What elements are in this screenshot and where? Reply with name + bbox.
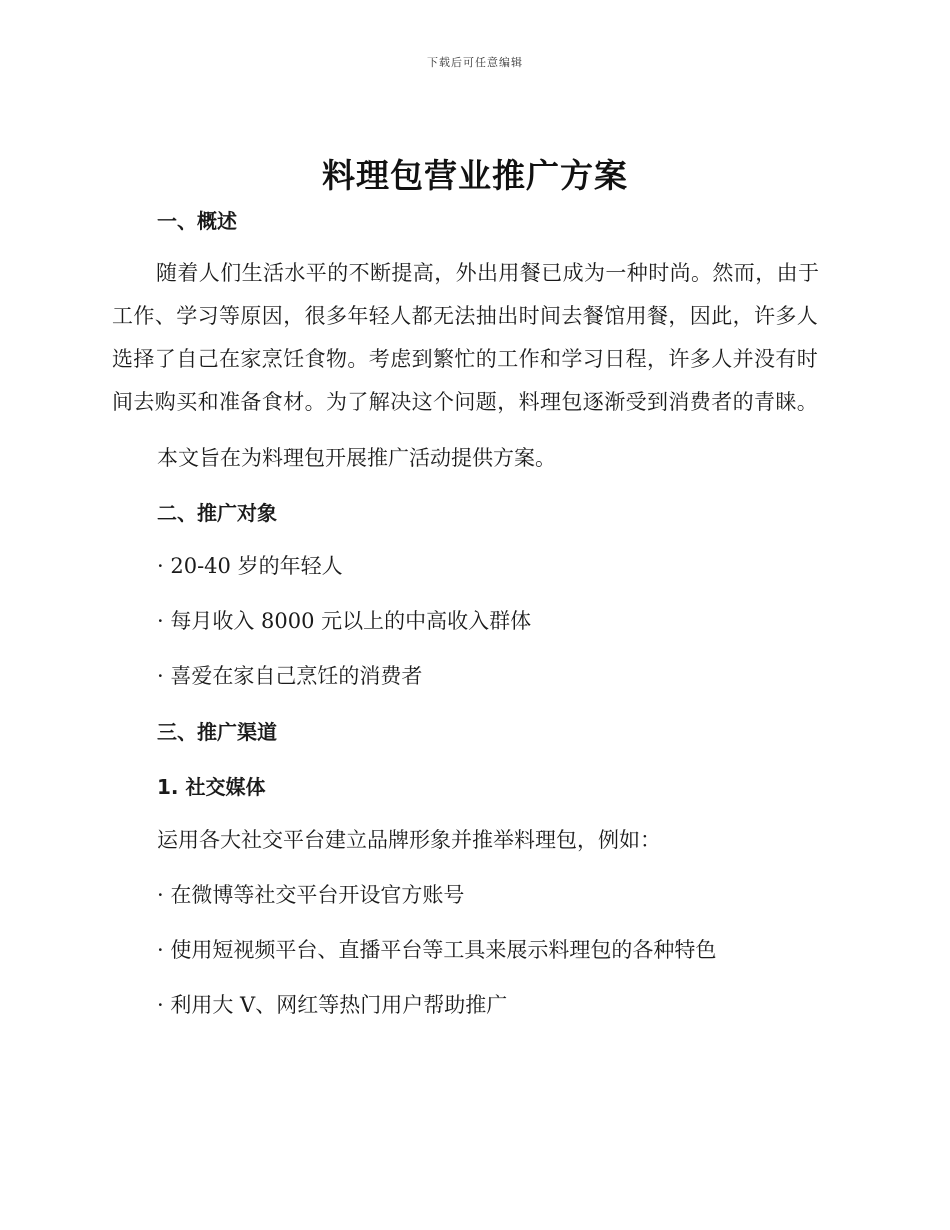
subsection-heading-social: 1. 社交媒体 [157, 775, 266, 799]
section-heading-overview: 一、概述 [157, 209, 237, 233]
target-item: · 20-40 岁的年轻人 [157, 554, 343, 578]
section-heading-target: 二、推广对象 [157, 501, 277, 525]
social-intro: 运用各大社交平台建立品牌形象并推举料理包，例如： [157, 828, 661, 852]
header-note: 下载后可任意编辑 [427, 56, 523, 69]
purpose-line: 本文旨在为料理包开展推广活动提供方案。 [157, 446, 556, 470]
social-item: · 使用短视频平台、直播平台等工具来展示料理包的各种特色 [157, 938, 717, 962]
social-item: · 在微博等社交平台开设官方账号 [157, 883, 465, 907]
document-title: 料理包营业推广方案 [322, 156, 628, 195]
target-item: · 喜爱在家自己烹饪的消费者 [157, 664, 423, 688]
section-heading-channel: 三、推广渠道 [157, 720, 277, 744]
target-item: · 每月收入 8000 元以上的中高收入群体 [157, 609, 532, 633]
social-item: · 利用大 V、网红等热门用户帮助推广 [157, 993, 508, 1017]
overview-paragraph: 随着人们生活水平的不断提高，外出用餐已成为一种时尚。然而，由于工作、学习等原因，很多年轻人都无法抽出时间去餐馆用餐，因此，许多人选择了自己在家烹饪食物。考虑到繁忙的工作和学习日程，许多人并没有时间去购买和准备食材。为了解决这个问题，料理包逐渐受到消费者的青睐。 [112, 261, 820, 414]
